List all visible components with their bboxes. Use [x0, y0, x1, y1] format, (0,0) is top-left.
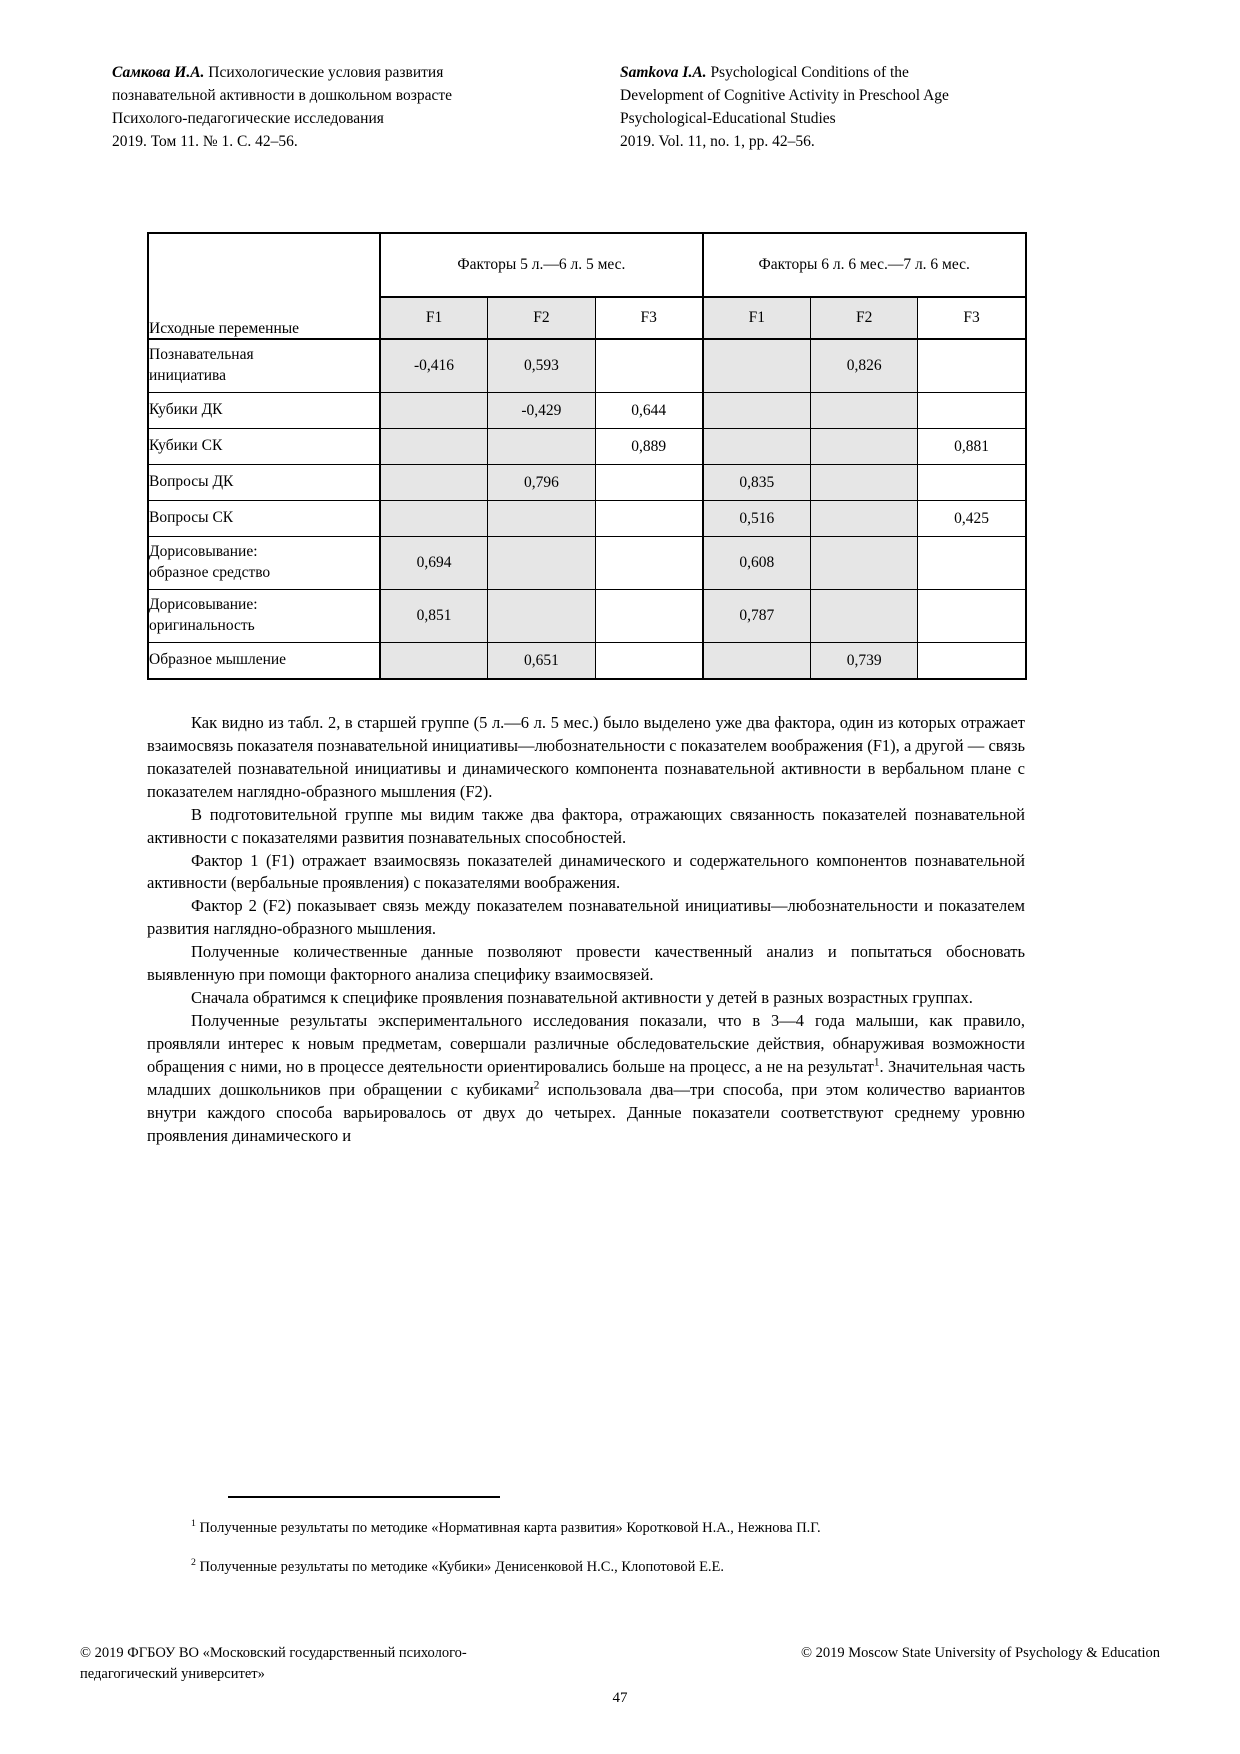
table-cell — [703, 429, 811, 465]
copyright-ru-line-2: педагогический университет» — [80, 1665, 265, 1682]
running-head-left-line-4: 2019. Том 11. № 1. С. 42–56. — [112, 132, 298, 150]
running-head — [112, 62, 1132, 154]
table-cell — [595, 339, 703, 393]
table-cell — [380, 429, 488, 465]
table-row-label — [148, 590, 380, 643]
table-cell — [595, 537, 703, 590]
table-cell: -0,429 — [488, 393, 596, 429]
running-head-left-line-1-rest: Психологические условия развития — [204, 64, 444, 81]
table-row-label — [148, 339, 380, 393]
footnotes — [147, 1518, 1025, 1577]
footnote-2 — [147, 1557, 1025, 1578]
table-row — [148, 643, 1026, 680]
table-cell — [918, 643, 1026, 680]
table-group-header-2: Факторы 6 л. 6 мес.—7 л. 6 мес. — [703, 233, 1026, 297]
table-row-label-line-1: Вопросы СК — [149, 509, 234, 527]
table-cell — [380, 465, 488, 501]
footnote-2-text: Полученные результаты по методике «Кубики» Денисенковой Н.С., Клопотовой Е.Е. — [195, 1558, 725, 1575]
footnote-ref-1[interactable]: 1 — [873, 1056, 880, 1069]
table-cell — [595, 643, 703, 680]
body-text — [147, 712, 1025, 1148]
running-head-left-line-1 — [112, 62, 612, 85]
table-cell — [810, 393, 918, 429]
table-column-header-3: F3 — [595, 297, 703, 339]
running-head-right-line-2: Development of Cognitive Activity in Preschool Age — [620, 86, 949, 104]
table-cell: 0,644 — [595, 393, 703, 429]
table-row — [148, 339, 1026, 393]
table-row — [148, 501, 1026, 537]
table-cell — [918, 537, 1026, 590]
table-header-row-groups — [148, 233, 1026, 297]
footnote-2-marker: 2 — [191, 1556, 196, 1568]
table-column-header-2: F2 — [488, 297, 596, 339]
table-cell — [595, 590, 703, 643]
table-row-label-line-1: Вопросы ДК — [149, 473, 234, 491]
table-cell — [810, 465, 918, 501]
table-row-label-line-1: Кубики СК — [149, 437, 223, 455]
table-row — [148, 393, 1026, 429]
paragraph-1: Как видно из табл. 2, в старшей группе (5 л.—6 л. 5 мес.) было выделено уже два фактора, один из которых отражает взаимосвязь показателя познавательной инициативы—любознательности с показателем воображения (F1), а другой — связь показателей познавательной инициативы и динамического компонента познавательной активности в вербальном плане с показателем наглядно-образного мышления (F2). — [147, 713, 1025, 801]
table-cell: 0,851 — [380, 590, 488, 643]
footnote-separator-rule — [228, 1496, 500, 1498]
table-row-label — [148, 393, 380, 429]
table-cell — [918, 465, 1026, 501]
table-cell — [595, 465, 703, 501]
table-row — [148, 590, 1026, 643]
table-row-label-line-1: Дорисовывание: — [149, 596, 258, 614]
table-cell: 0,835 — [703, 465, 811, 501]
table-cell — [703, 393, 811, 429]
table-row — [148, 429, 1026, 465]
table-cell: 0,608 — [703, 537, 811, 590]
table-row-label — [148, 501, 380, 537]
paragraph-4: Фактор 2 (F2) показывает связь между показателем познавательной инициативы—любознательности и показателем развития наглядно-образного мышления. — [147, 896, 1025, 939]
table-group-header-1: Факторы 5 л.—6 л. 5 мес. — [380, 233, 703, 297]
paragraph-7-part-3: использовала два—три способа, при этом количество вариантов внутри каждого способа варьировалось от двух до четырех. Данные показатели соответствуют среднему уровню проявления динамического и — [147, 1079, 1025, 1145]
paragraph-6: Сначала обратимся к специфике проявления познавательной активности у детей в разных возрастных группах. — [191, 988, 973, 1008]
table-cell: 0,651 — [488, 643, 596, 680]
running-head-left-line-3: Психолого-педагогические исследования — [112, 109, 384, 127]
copyright-ru-line-1: © 2019 ФГБОУ ВО «Московский государственный психолого- — [80, 1645, 467, 1661]
page-number: 47 — [612, 1690, 628, 1706]
table-row-label-line-1: Познавательная — [149, 346, 254, 364]
table-cell — [918, 393, 1026, 429]
running-head-left-line-2: познавательной активности в дошкольном возрасте — [112, 86, 452, 104]
table-cell: 0,425 — [918, 501, 1026, 537]
paragraph-7-part-1: Полученные результаты экспериментального исследования показали, что в 3—4 года малыши, как правило, проявляли интерес к новым предметам, совершали различные обследовательские действия, обнаруживая возможности обращения с ними, но в процессе деятельности ориентировались больше на процесс, а не на результат — [147, 1010, 1025, 1076]
table-cell — [810, 590, 918, 643]
table-cell — [703, 339, 811, 393]
table-cell — [380, 393, 488, 429]
page-footer — [80, 1643, 1160, 1684]
table-cell — [810, 537, 918, 590]
table-cell — [488, 590, 596, 643]
table-cell: 0,787 — [703, 590, 811, 643]
table-row-label-line-1: Образное мышление — [149, 651, 287, 669]
table-cell — [488, 501, 596, 537]
copyright-ru — [80, 1643, 640, 1684]
copyright-en: © 2019 Moscow State University of Psychology & Education — [801, 1645, 1160, 1661]
table-cell: 0,739 — [810, 643, 918, 680]
table-column-header-4: F1 — [703, 297, 811, 339]
table-row — [148, 537, 1026, 590]
table-cell — [595, 501, 703, 537]
table-row — [148, 465, 1026, 501]
table-cell: 0,889 — [595, 429, 703, 465]
table-cell — [918, 590, 1026, 643]
table-cell — [380, 501, 488, 537]
factor-analysis-table — [147, 232, 1027, 680]
table-row-label-line-1: Дорисовывание: — [149, 543, 258, 561]
running-head-right-line-4: 2019. Vol. 11, no. 1, pp. 42–56. — [620, 132, 815, 150]
table-cell — [380, 643, 488, 680]
table-cell — [488, 537, 596, 590]
table-row-label — [148, 537, 380, 590]
paragraph-5: Полученные количественные данные позволяют провести качественный анализ и попытаться обосновать выявленную при помощи факторного анализа специфику взаимосвязей. — [147, 942, 1025, 985]
author-name-en: Samkova I.A. — [620, 64, 707, 81]
factor-analysis-table-container — [147, 232, 1025, 680]
running-head-right-line-1-rest: Psychological Conditions of the — [706, 64, 909, 81]
table-row-label — [148, 643, 380, 680]
paragraph-3: Фактор 1 (F1) отражает взаимосвязь показателей динамического и содержательного компонентов познавательной активности (вербальные проявления) с показателями воображения. — [147, 850, 1025, 893]
table-column-header-1: F1 — [380, 297, 488, 339]
running-head-right-line-1 — [620, 62, 1120, 85]
author-name-ru: Самкова И.А. — [112, 64, 205, 81]
table-row-label — [148, 429, 380, 465]
table-cell — [810, 501, 918, 537]
table-cell: 0,593 — [488, 339, 596, 393]
table-cell — [703, 643, 811, 680]
table-column-header-6: F3 — [918, 297, 1026, 339]
table-cell: 0,516 — [703, 501, 811, 537]
table-row-label-line-2: инициатива — [149, 367, 227, 384]
table-row-label-line-1: Кубики ДК — [149, 401, 223, 419]
footnote-1-marker: 1 — [191, 1518, 196, 1530]
running-head-right — [620, 62, 1120, 154]
table-cell: 0,826 — [810, 339, 918, 393]
table-column-header-5: F2 — [810, 297, 918, 339]
footnote-ref-2[interactable]: 2 — [533, 1079, 540, 1092]
running-head-left — [112, 62, 612, 154]
footnote-1-text: Полученные результаты по методике «Нормативная карта развития» Коротковой Н.А., Нежнова П.Г. — [195, 1520, 821, 1536]
table-cell — [918, 339, 1026, 393]
paragraph-7-part-2: . Значительная часть младших дошкольников при обращении с кубиками — [147, 1056, 1025, 1099]
running-head-right-line-3: Psychological-Educational Studies — [620, 109, 836, 127]
table-row-label — [148, 465, 380, 501]
table-cell: 0,881 — [918, 429, 1026, 465]
table-row-label-line-2: образное средство — [149, 564, 271, 581]
table-corner-label: Исходные переменные — [148, 233, 380, 339]
paragraph-2: В подготовительной группе мы видим также два фактора, отражающих связанность показателей познавательной активности с показателями развития познавательных способностей. — [147, 804, 1025, 847]
table-cell — [488, 429, 596, 465]
footnote-1 — [147, 1518, 1025, 1539]
table-cell: -0,416 — [380, 339, 488, 393]
paragraph-7 — [147, 1010, 1025, 1148]
table-cell — [810, 429, 918, 465]
table-cell: 0,796 — [488, 465, 596, 501]
table-row-label-line-2: оригинальность — [149, 617, 255, 634]
table-cell: 0,694 — [380, 537, 488, 590]
